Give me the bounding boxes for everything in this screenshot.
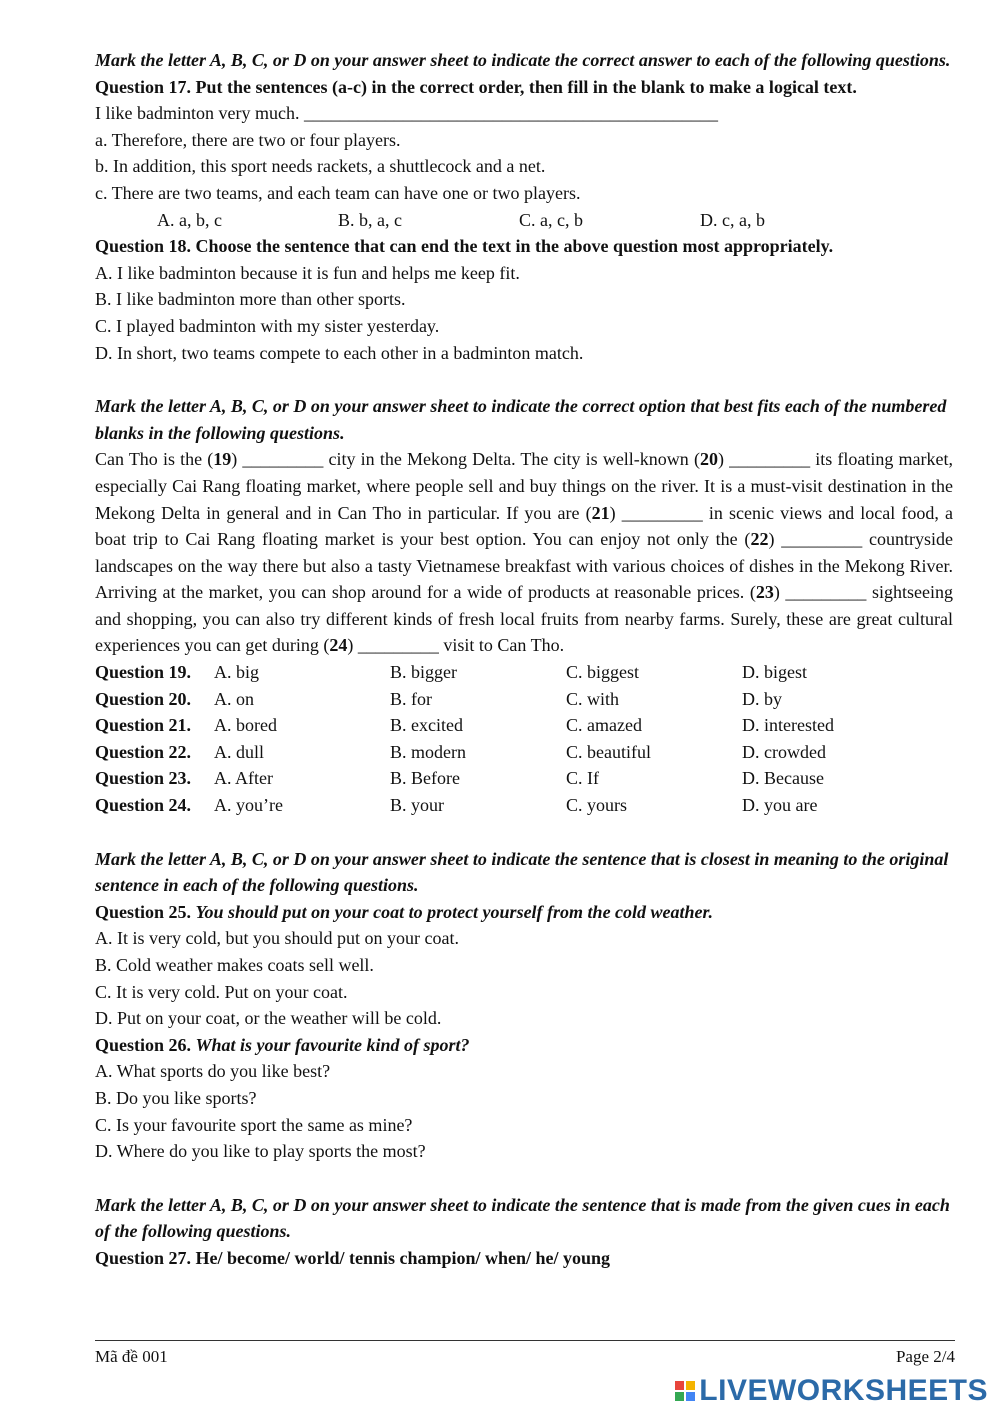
page-footer [95,1340,955,1367]
page-number: Page 2/4 [895,1347,955,1366]
question-label: Question 23. [95,768,192,789]
option-a[interactable]: A. bored [214,715,277,736]
reading-passage: Can Tho is the (19) _________ city in the Mekong Delta. The city is well-known (20) _________ its floating market, especially Cai Rang floating market, where people sell and buy things on the river. It is a must-visit destination in the Mekong Delta in general and in Can Tho in particular. If you are (21) _________ in scenic views and local food, a boat trip to Cai Rang floating market is your best option. You can enjoy not only the (22) _________ countryside landscapes on the way there but also a tasty Vietnamese breakfast with various choices of dishes in the Mekong River. Arriving at the market, you can shop around for a wide of products at reasonable prices. (23) _________ sightseeing and shopping, you can also try different kinds of fresh local fruits from nearby farms. Surely, these are great cultural experiences you can get during (24) _________ visit to Can Tho. [95,449,954,656]
q18-option-b[interactable]: B. I like badminton more than other sports. [95,289,406,310]
q25-option-d[interactable]: D. Put on your coat, or the weather will be cold. [95,1008,442,1029]
blank-number-23: 23 [755,582,774,603]
option-c[interactable]: C. biggest [566,662,640,683]
option-d[interactable]: D. by [742,688,782,709]
q17-option-a[interactable]: A. a, b, c [157,209,222,230]
option-a[interactable]: A. After [214,768,273,789]
blank-number-20: 20 [699,449,718,470]
q26-option-c[interactable]: C. Is your favourite sport the same as mine? [95,1114,413,1135]
option-b[interactable]: B. your [390,795,444,816]
logo-grid-icon [675,1381,695,1401]
option-d[interactable]: D. crowded [742,741,826,762]
section2-instruction: Mark the letter A, B, C, or D on your answer sheet to indicate the correct option that best fits each of the numbered blanks in the following questions. [95,396,947,443]
option-a[interactable]: A. big [214,662,259,683]
q25-label: Question 25. [95,901,192,922]
section1-instruction: Mark the letter A, B, C, or D on your answer sheet to indicate the correct answer to each of the following questions. [95,50,951,70]
blank-number-19: 19 [213,449,232,470]
q17-option-d[interactable]: D. c, a, b [700,209,765,230]
option-c[interactable]: C. yours [566,795,628,816]
q17-sentence-c: c. There are two teams, and each team can have one or two players. [95,182,581,203]
q26-prompt [95,1032,953,1059]
option-c[interactable]: C. amazed [566,715,642,736]
question-row [95,739,953,766]
q26-option-d[interactable]: D. Where do you like to play sports the most? [95,1141,426,1162]
option-b[interactable]: B. Before [390,768,460,789]
q17-option-c[interactable]: C. a, c, b [519,209,583,230]
q17-stem: I like badminton very much. ______________________________________________ [95,103,718,124]
liveworksheets-logo [675,1374,988,1408]
question-row [95,712,953,739]
question-row [95,659,953,686]
blank-number-21: 21 [591,502,610,523]
logo-text: LIVEWORKSHEETS [699,1374,988,1407]
q17-sentence-b: b. In addition, this sport needs rackets, a shuttlecock and a net. [95,156,546,177]
option-c[interactable]: C. with [566,688,620,709]
option-b[interactable]: B. modern [390,741,466,762]
q25-prompt [95,899,953,926]
section3-instruction: Mark the letter A, B, C, or D on your answer sheet to indicate the sentence that is closest in meaning to the original sentence in each of the following questions. [95,848,949,896]
q17-option-b[interactable]: B. b, a, c [338,209,402,230]
q26-option-a[interactable]: A. What sports do you like best? [95,1061,331,1082]
q25-text: You should put on your coat to protect yourself from the cold weather. [195,901,714,922]
option-b[interactable]: B. bigger [390,662,457,683]
section4-instruction: Mark the letter A, B, C, or D on your answer sheet to indicate the sentence that is made from the given cues in each of the following questions. [95,1194,950,1242]
question-label: Question 24. [95,795,192,816]
q18-option-a[interactable]: A. I like badminton because it is fun and helps me keep fit. [95,262,520,283]
option-a[interactable]: A. you’re [214,795,283,816]
question-label: Question 22. [95,741,192,762]
q17-options [95,207,953,234]
question-row [95,686,953,713]
question-label: Question 21. [95,715,192,736]
q17-title: Question 17. Put the sentences (a-c) in the correct order, then fill in the blank to make a logical text. [95,76,857,97]
option-c[interactable]: C. beautiful [566,741,651,762]
q17-sentence-a: a. Therefore, there are two or four players. [95,129,401,150]
option-d[interactable]: D. interested [742,715,834,736]
option-b[interactable]: B. for [390,688,432,709]
q26-option-b[interactable]: B. Do you like sports? [95,1087,257,1108]
q26-text: What is your favourite kind of sport? [195,1034,470,1055]
option-c[interactable]: C. If [566,768,599,789]
q18-option-d[interactable]: D. In short, two teams compete to each other in a badminton match. [95,342,584,363]
q18-title: Question 18. Choose the sentence that can end the text in the above question most appropriately. [95,236,834,257]
option-a[interactable]: A. dull [214,741,265,762]
question-row [95,792,953,819]
q25-option-c[interactable]: C. It is very cold. Put on your coat. [95,981,348,1002]
exam-page [95,47,953,1272]
option-d[interactable]: D. you are [742,795,818,816]
q26-label: Question 26. [95,1034,192,1055]
question-label: Question 20. [95,688,192,709]
q18-option-c[interactable]: C. I played badminton with my sister yesterday. [95,315,440,336]
option-b[interactable]: B. excited [390,715,463,736]
option-d[interactable]: D. Because [742,768,824,789]
option-a[interactable]: A. on [214,688,254,709]
option-d[interactable]: D. bigest [742,662,807,683]
question-label: Question 19. [95,662,192,683]
blank-number-22: 22 [750,529,769,550]
q27-title: Question 27. He/ become/ world/ tennis champion/ when/ he/ young [95,1247,611,1268]
blank-number-24: 24 [329,635,348,656]
exam-code: Mã đề 001 [95,1347,168,1366]
q25-option-a[interactable]: A. It is very cold, but you should put on your coat. [95,928,459,949]
question-row [95,765,953,792]
q25-option-b[interactable]: B. Cold weather makes coats sell well. [95,955,374,975]
